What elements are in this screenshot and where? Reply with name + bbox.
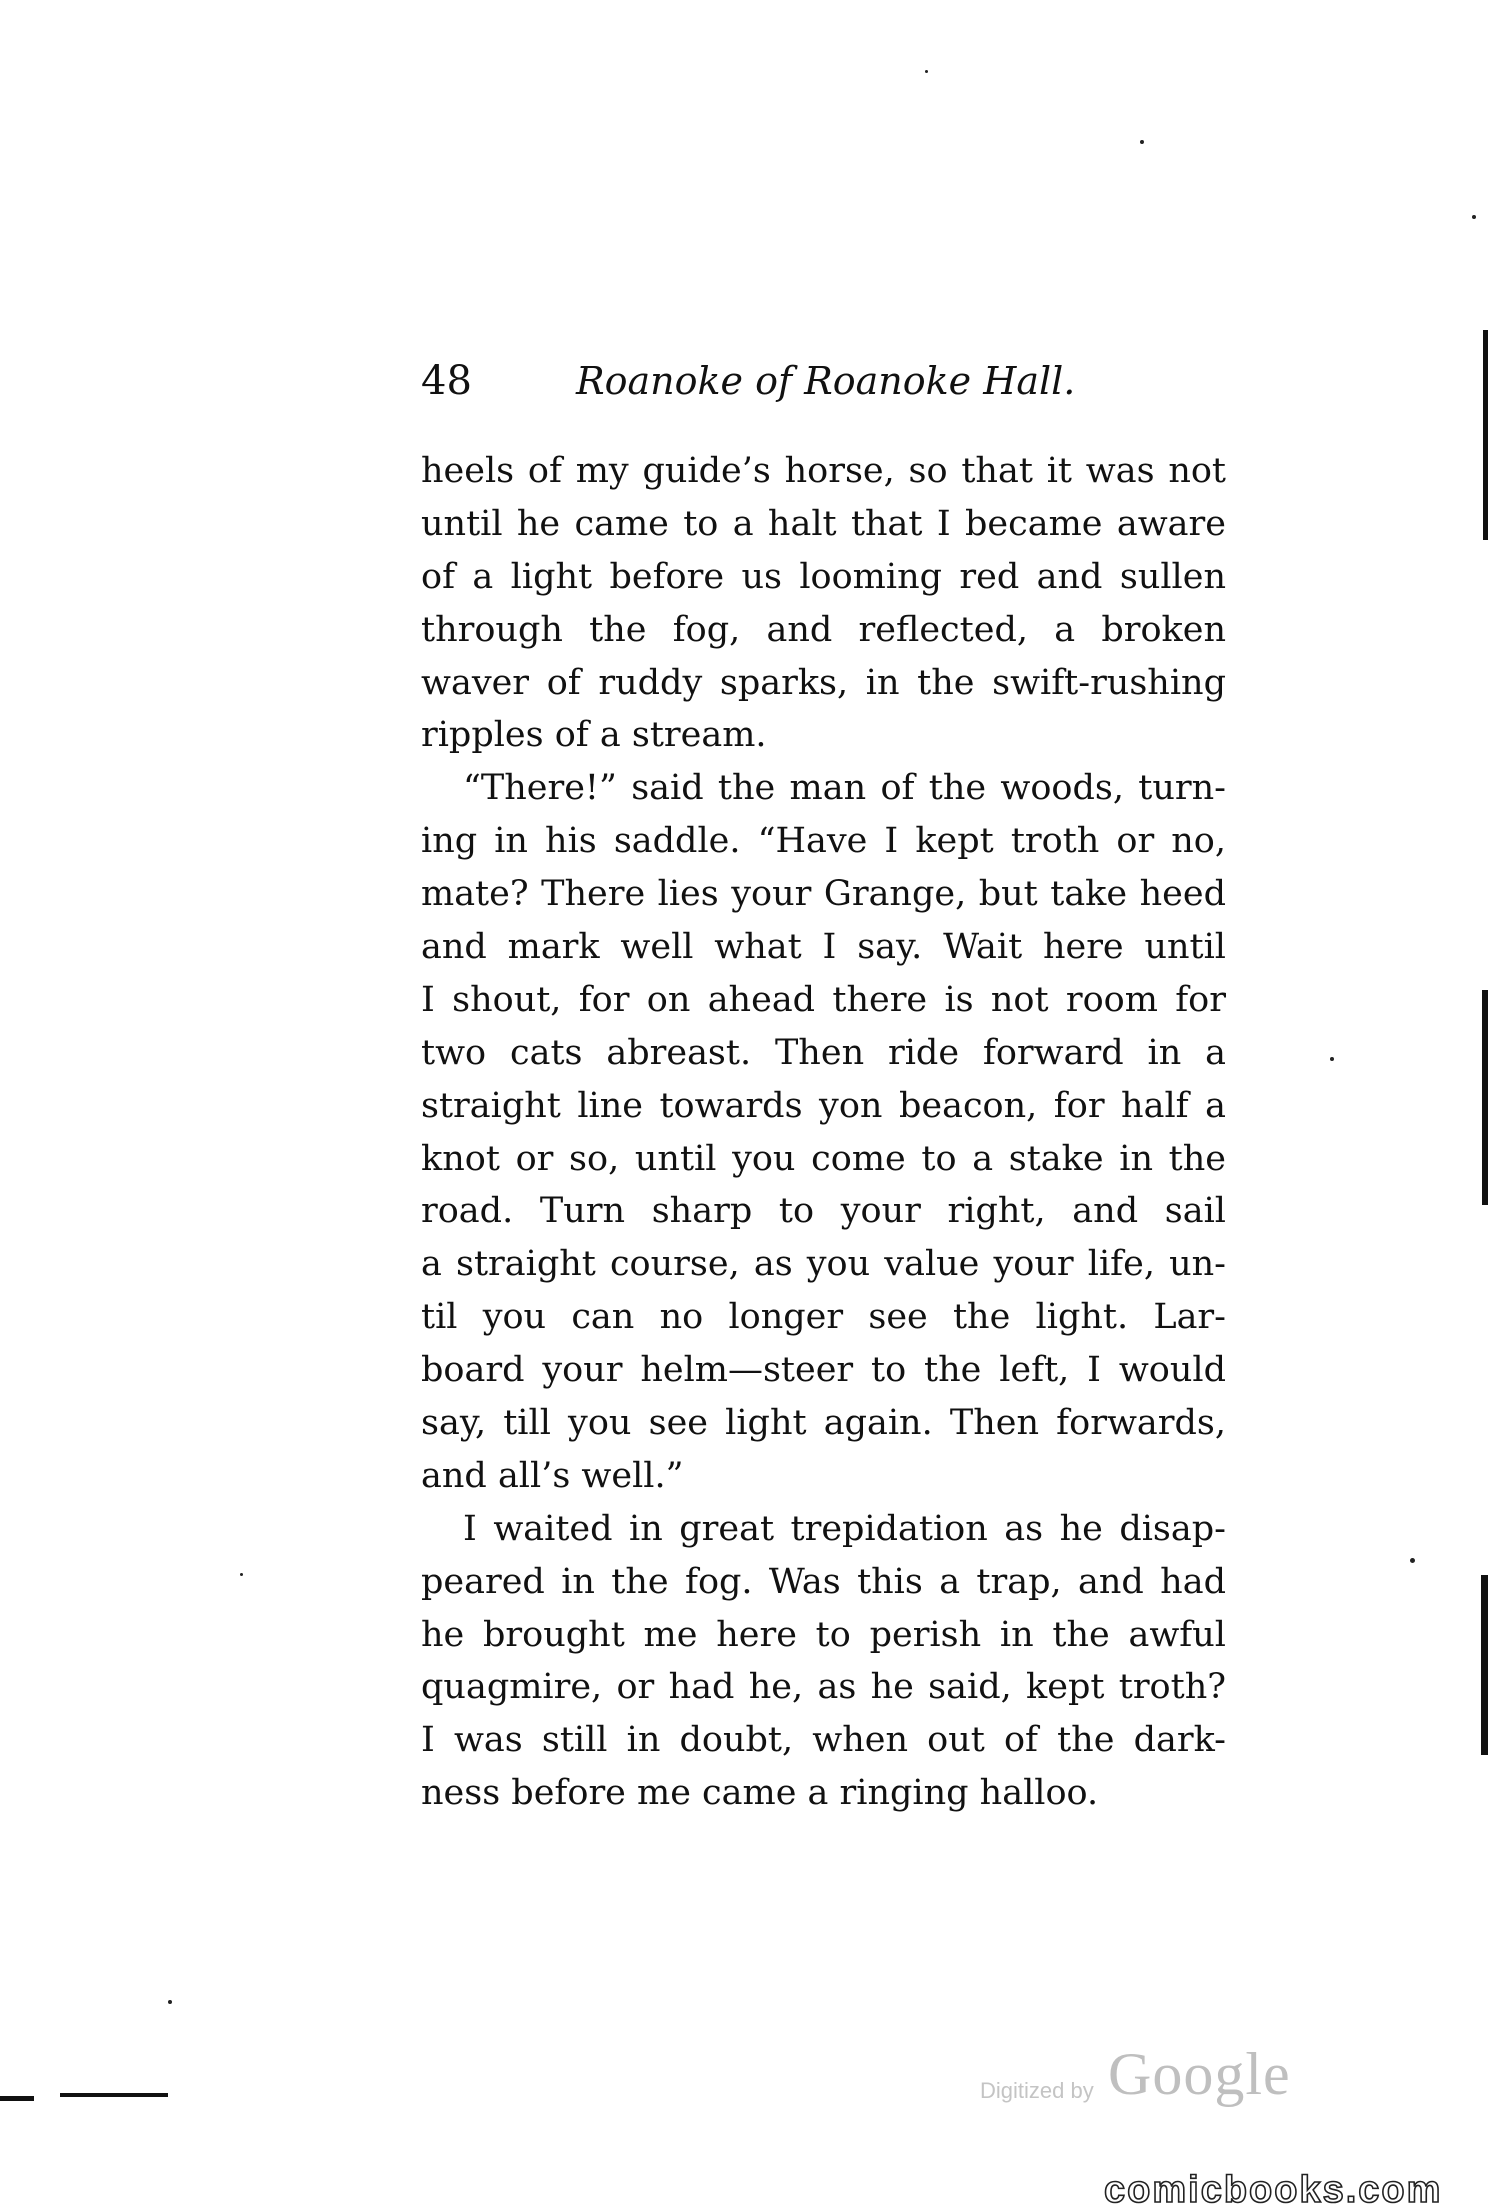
- paragraph-1: [421, 445, 1226, 762]
- text-line: straight line towards yon beacon, for half a: [421, 1085, 1226, 1126]
- text-line: ness before me came a ringing halloo.: [421, 1773, 1099, 1814]
- text-line: I was still in doubt, when out of the dark-: [421, 1720, 1226, 1761]
- dust-speck: [1330, 1057, 1334, 1061]
- text-line: board your helm—steer to the left, I would: [421, 1350, 1226, 1391]
- paragraph-3: [421, 1503, 1226, 1820]
- text-line: two cats abreast. Then ride forward in a: [421, 1032, 1226, 1073]
- body-text: [421, 445, 1226, 1820]
- text-line: and mark well what I say. Wait here until: [421, 927, 1226, 968]
- dust-speck: [1472, 215, 1476, 219]
- paragraph-2: [421, 762, 1226, 1502]
- text-line: he brought me here to perish in the awful: [421, 1614, 1226, 1655]
- text-line: I waited in great trepidation as he disap-: [463, 1508, 1226, 1549]
- dust-speck: [168, 2000, 172, 2004]
- text-line: through the fog, and reflected, a broken: [421, 609, 1226, 650]
- running-head: [421, 355, 1226, 407]
- text-line: “There!” said the man of the woods, turn-: [463, 768, 1226, 809]
- site-watermark: comicbooks.com: [1104, 2169, 1443, 2211]
- page-edge-shadow: [1482, 990, 1488, 1205]
- text-line: til you can no longer see the light. Lar-: [421, 1297, 1226, 1338]
- page-edge-shadow: [1483, 330, 1488, 540]
- page-number: 48: [421, 358, 472, 404]
- dust-speck: [925, 70, 928, 73]
- dust-speck: [1410, 1558, 1415, 1563]
- text-line: of a light before us looming red and sullen: [421, 556, 1226, 597]
- scan-rule-mark: [60, 2093, 168, 2097]
- page-edge-shadow: [1481, 1575, 1488, 1755]
- text-line: until he came to a halt that I became aware: [421, 503, 1226, 544]
- digitized-by-label: Digitized by: [980, 2078, 1094, 2103]
- text-line: peared in the fog. Was this a trap, and had: [421, 1561, 1226, 1602]
- text-line: a straight course, as you value your life, un-: [421, 1244, 1226, 1285]
- text-line: ing in his saddle. “Have I kept troth or no,: [421, 821, 1226, 862]
- text-line: ripples of a stream.: [421, 715, 767, 756]
- text-line: quagmire, or had he, as he said, kept troth?: [421, 1667, 1226, 1708]
- text-line: road. Turn sharp to your right, and sail: [421, 1191, 1226, 1232]
- scan-rule-mark: [0, 2096, 34, 2101]
- running-title: Roanoke of Roanoke Hall.: [576, 359, 1076, 403]
- text-line: heels of my guide’s horse, so that it was not: [421, 451, 1226, 491]
- dust-speck: [1140, 140, 1144, 144]
- text-line: say, till you see light again. Then forwards,: [421, 1403, 1226, 1444]
- text-line: I shout, for on ahead there is not room for: [421, 979, 1226, 1020]
- text-line: knot or so, until you come to a stake in the: [421, 1138, 1226, 1179]
- google-watermark: [980, 2040, 1291, 2110]
- text-line: waver of ruddy sparks, in the swift-rushing: [421, 662, 1226, 703]
- dust-speck: [240, 1573, 243, 1576]
- text-line: mate? There lies your Grange, but take heed: [421, 874, 1226, 915]
- google-logo-text: Google: [1108, 2041, 1291, 2107]
- text-line: and all’s well.”: [421, 1455, 684, 1496]
